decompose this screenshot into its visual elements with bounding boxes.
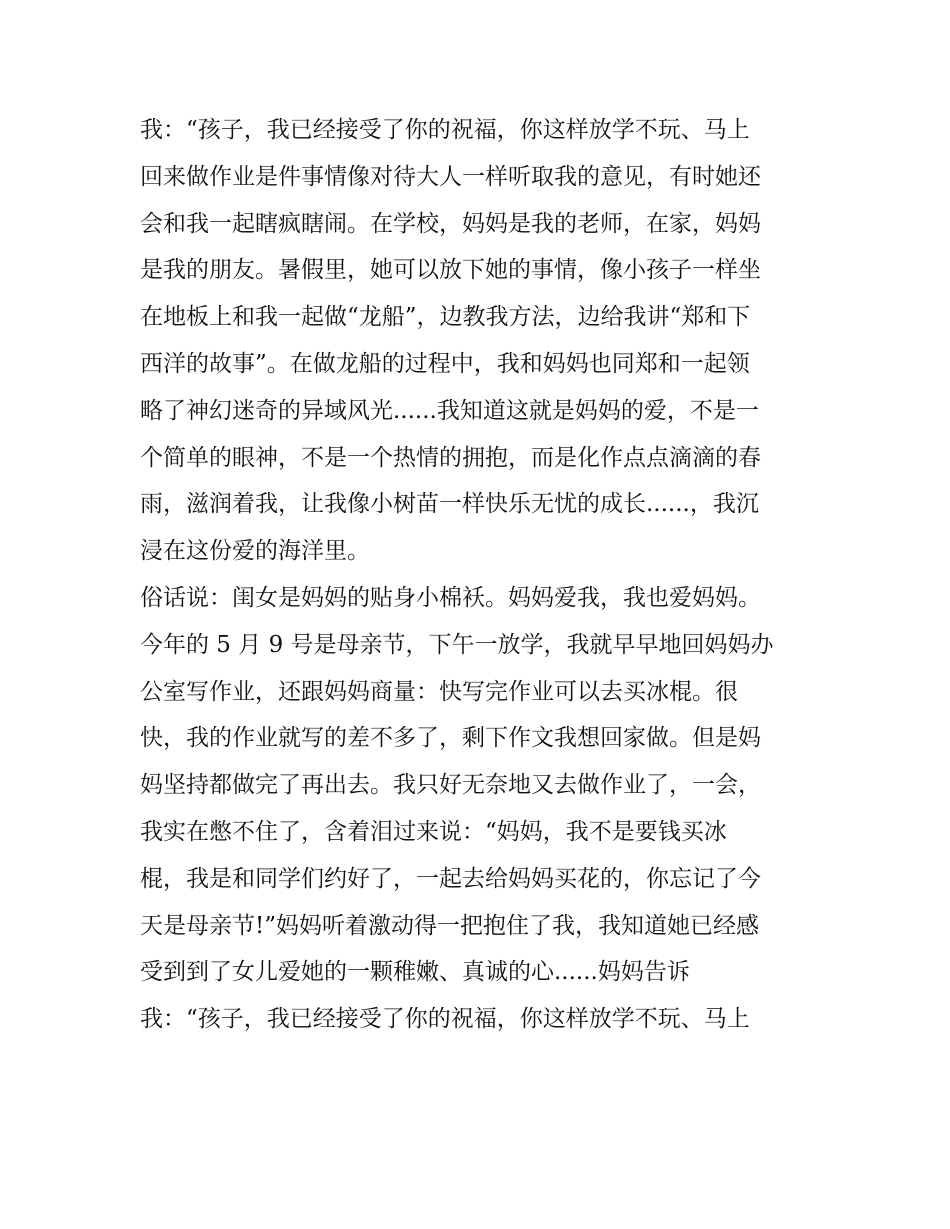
text-line: 受到到了女儿爱她的一颗稚嫩、真诚的心......妈妈告诉 bbox=[140, 959, 690, 986]
text-line: 公室写作业，还跟妈妈商量：快写完作业可以去买冰棍。很 bbox=[140, 678, 738, 705]
text-line: 略了神幻迷奇的异域风光......我知道这就是妈妈的爱，不是一 bbox=[140, 397, 759, 424]
text-line: 妈坚持都做完了再出去。我只好无奈地又去做作业了，一会， bbox=[140, 772, 761, 799]
text-line: 西洋的故事”。在做龙船的过程中，我和妈妈也同郑和一起领 bbox=[140, 350, 750, 377]
text-line: 俗话说：闺女是妈妈的贴身小棉袄。妈妈爱我，我也爱妈妈。 bbox=[140, 584, 761, 611]
text-line: 我：“孩子，我已经接受了你的祝福，你这样放学不玩、马上 bbox=[140, 117, 750, 143]
essay-text bbox=[140, 107, 830, 1043]
text-line: 棍，我是和同学们约好了，一起去给妈妈买花的，你忘记了今 bbox=[140, 865, 761, 892]
text-line: 浸在这份爱的海洋里。 bbox=[140, 538, 370, 565]
text-line: 雨，滋润着我，让我像小树苗一样快乐无忧的成长......，我沉 bbox=[140, 491, 759, 518]
text-line: 我：“孩子，我已经接受了你的祝福，你这样放学不玩、马上 bbox=[140, 1006, 750, 1033]
text-line: 今年的 5 月 9 号是母亲节，下午一放学，我就早早地回妈妈办 bbox=[140, 631, 774, 658]
text-line: 是我的朋友。暑假里，她可以放下她的事情，像小孩子一样坐 bbox=[140, 257, 761, 284]
text-line: 会和我一起瞎疯瞎闹。在学校，妈妈是我的老师，在家，妈妈 bbox=[140, 210, 761, 237]
text-line: 我实在憋不住了，含着泪过来说：“妈妈，我不是要钱买冰 bbox=[140, 818, 727, 845]
text-line: 回来做作业是件事情像对待大人一样听取我的意见，有时她还 bbox=[140, 163, 761, 190]
text-line: 天是母亲节!”妈妈听着激动得一把抱住了我，我知道她已经感 bbox=[140, 912, 760, 939]
text-line: 在地板上和我一起做“龙船”，边教我方法，边给我讲“郑和下 bbox=[140, 304, 751, 331]
text-line: 个简单的眼神，不是一个热情的拥抱，而是化作点点滴滴的春 bbox=[140, 444, 761, 471]
text-line: 快，我的作业就写的差不多了，剩下作文我想回家做。但是妈 bbox=[140, 725, 761, 752]
